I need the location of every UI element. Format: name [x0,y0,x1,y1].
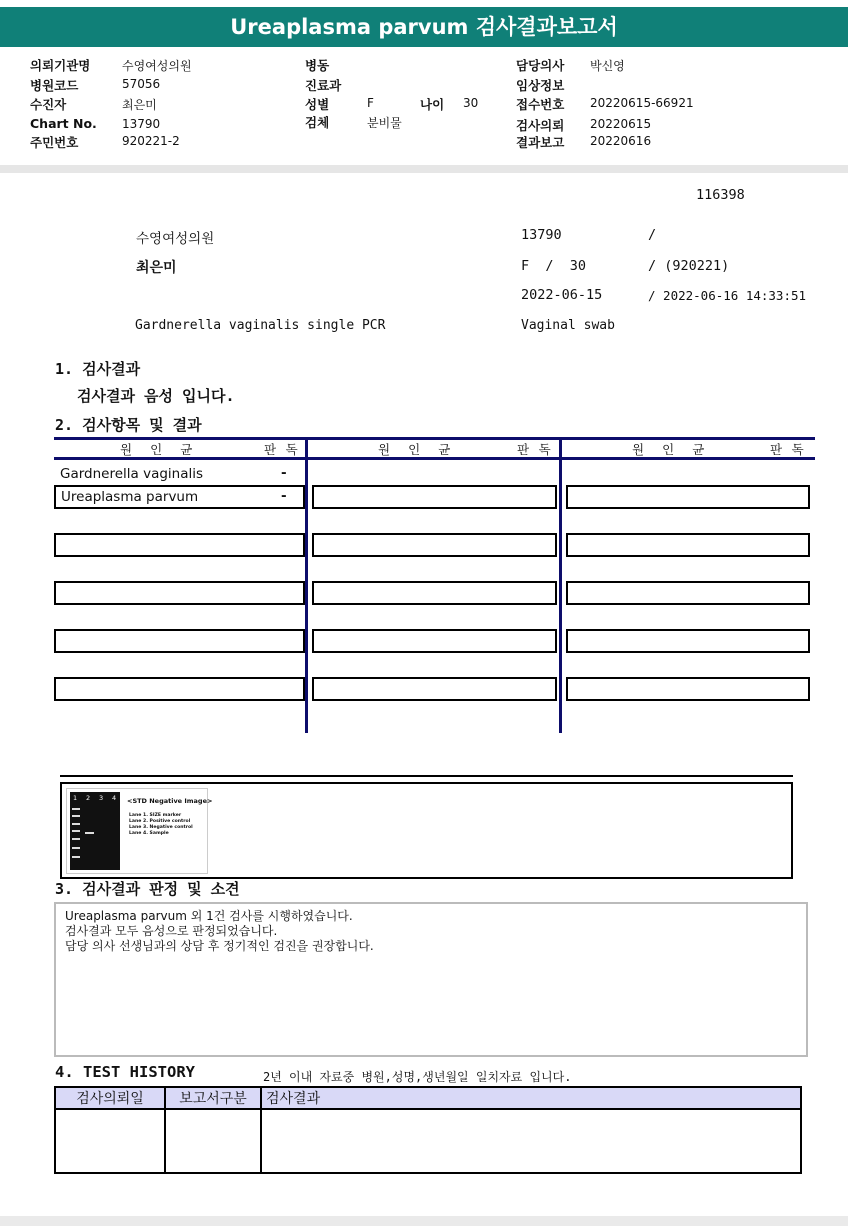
empty-cell [312,533,557,557]
empty-cell [54,581,305,605]
report-body [0,173,848,1216]
doctor-label: 담당의사 [516,58,565,73]
empty-cell [566,533,810,557]
hospital-code-label: 병원코드 [30,78,79,93]
empty-cell [312,581,557,605]
empty-cell [566,485,810,509]
image-top-rule [60,775,793,777]
specimen-label: 검체 [305,115,330,130]
result-row-1-value: - [281,465,287,481]
section3-title: 3. 검사결과 판정 및 소견 [55,880,240,898]
empty-cell [312,485,557,509]
empty-cell [566,581,810,605]
age-value: 30 [463,96,479,110]
result-row-2-name: Ureaplasma parvum [61,489,199,505]
history-note: 2년 이내 자료중 병원,성명,생년월일 일치자료 입니다. [263,1070,572,1084]
section1-result: 검사결과 음성 입니다. [77,387,235,405]
report-birth: / (920221) [648,258,730,274]
report-sex-age: F / 30 [521,258,587,274]
report-value: 20220616 [590,134,652,148]
empty-cell [312,629,557,653]
result-row-2 [54,485,305,509]
patient-label: 수진자 [30,97,67,112]
lane-2-label: 2 [86,794,91,802]
gel-title: <STD Negative Image> [127,797,213,805]
report-label: 결과보고 [516,135,565,150]
history-cell [55,1109,165,1173]
positive-band [85,832,94,834]
request-value: 20220615 [590,117,652,131]
empty-cell [566,677,810,701]
history-empty-row [55,1109,801,1173]
col1-pathogen-header: 원 인 균 [120,442,194,457]
gel-photo [70,792,120,870]
report-title: Ureaplasma parvum 검사결과보고서 [0,7,848,47]
lane-3-label: 3 [99,794,104,802]
col2-pathogen-header: 원 인 균 [378,442,452,457]
header-info [0,47,848,165]
report-test-name: Gardnerella vaginalis single PCR [135,318,386,333]
receipt-label: 접수번호 [516,97,565,112]
findings-box [54,902,808,1057]
history-header-row [55,1087,801,1109]
doctor-value: 박신영 [590,59,625,73]
history-col-report-type: 보고서구분 [165,1087,261,1109]
report-request-date: 2022-06-15 [521,287,603,303]
history-cell [165,1109,261,1173]
report-institution: 수영여성의원 [136,231,215,247]
section-gap [0,165,848,173]
marker-band [72,830,80,832]
clinical-label: 임상정보 [516,78,565,93]
marker-band [72,823,80,825]
marker-band [72,838,80,840]
resident-value: 920221-2 [122,134,180,148]
lane-4-label: 4 [112,794,117,802]
section4-title: 4. TEST HISTORY [55,1063,195,1081]
col3-pathogen-header: 원 인 균 [632,442,706,457]
result-row-1-name: Gardnerella vaginalis [60,466,204,482]
finding-line-1: Ureaplasma parvum 외 1건 검사를 시행하였습니다. [65,909,353,923]
chart-label: Chart No. [30,116,97,131]
empty-cell [54,677,305,701]
history-col-result: 검사결과 [261,1087,801,1109]
marker-band [72,856,80,858]
chart-value: 13790 [122,117,161,131]
gel-legend-1: Lane 1. SIZE marker [129,813,182,818]
institution-label: 의뢰기관명 [30,58,91,73]
lane-1-label: 1 [73,794,78,802]
table-divider-2 [559,437,562,733]
empty-cell [566,629,810,653]
finding-line-2: 검사결과 모두 음성으로 판정되었습니다. [65,924,278,938]
dept-label: 진료과 [305,78,342,93]
marker-band [72,808,80,810]
col1-result-header: 판 독 [264,442,299,457]
patient-value: 최은미 [122,98,157,112]
gel-legend-4: Lane 4. Sample [129,831,169,836]
marker-band [72,815,80,817]
receipt-value: 20220615-66921 [590,96,694,110]
empty-cell [54,629,305,653]
marker-band [72,847,80,849]
table-divider-1 [305,437,308,733]
history-cell [261,1109,801,1173]
col2-result-header: 판 독 [517,442,552,457]
empty-cell [54,533,305,557]
report-specimen: Vaginal swab [521,318,615,333]
history-table [54,1086,802,1174]
report-chart-no: 13790 [521,227,562,243]
sex-value: F [367,96,374,110]
history-col-request-date: 검사의뢰일 [55,1087,165,1109]
resident-label: 주민번호 [30,135,79,150]
request-label: 검사의뢰 [516,118,565,133]
result-row-2-value: - [281,488,287,504]
col3-result-header: 판 독 [770,442,805,457]
report-slash: / [648,227,657,243]
section1-title: 1. 검사결과 [55,360,141,378]
institution-value: 수영여성의원 [122,59,192,73]
gel-legend-3: Lane 3. Negative control [129,825,193,830]
specimen-value: 분비물 [367,116,402,130]
section2-title: 2. 검사항목 및 결과 [55,416,202,434]
top-strip [0,0,848,7]
age-label: 나이 [420,97,445,112]
sex-label: 성별 [305,97,330,112]
gel-legend-2: Lane 2. Positive control [129,819,191,824]
report-id: 116398 [696,187,745,203]
finding-line-3: 담당 의사 선생님과의 상담 후 정기적인 검진을 권장합니다. [65,939,374,953]
empty-cell [312,677,557,701]
gel-image [66,788,213,874]
ward-label: 병동 [305,58,330,73]
report-datetime: / 2022-06-16 14:33:51 [648,288,807,303]
report-patient: 최은미 [136,260,177,276]
hospital-code-value: 57056 [122,77,161,91]
